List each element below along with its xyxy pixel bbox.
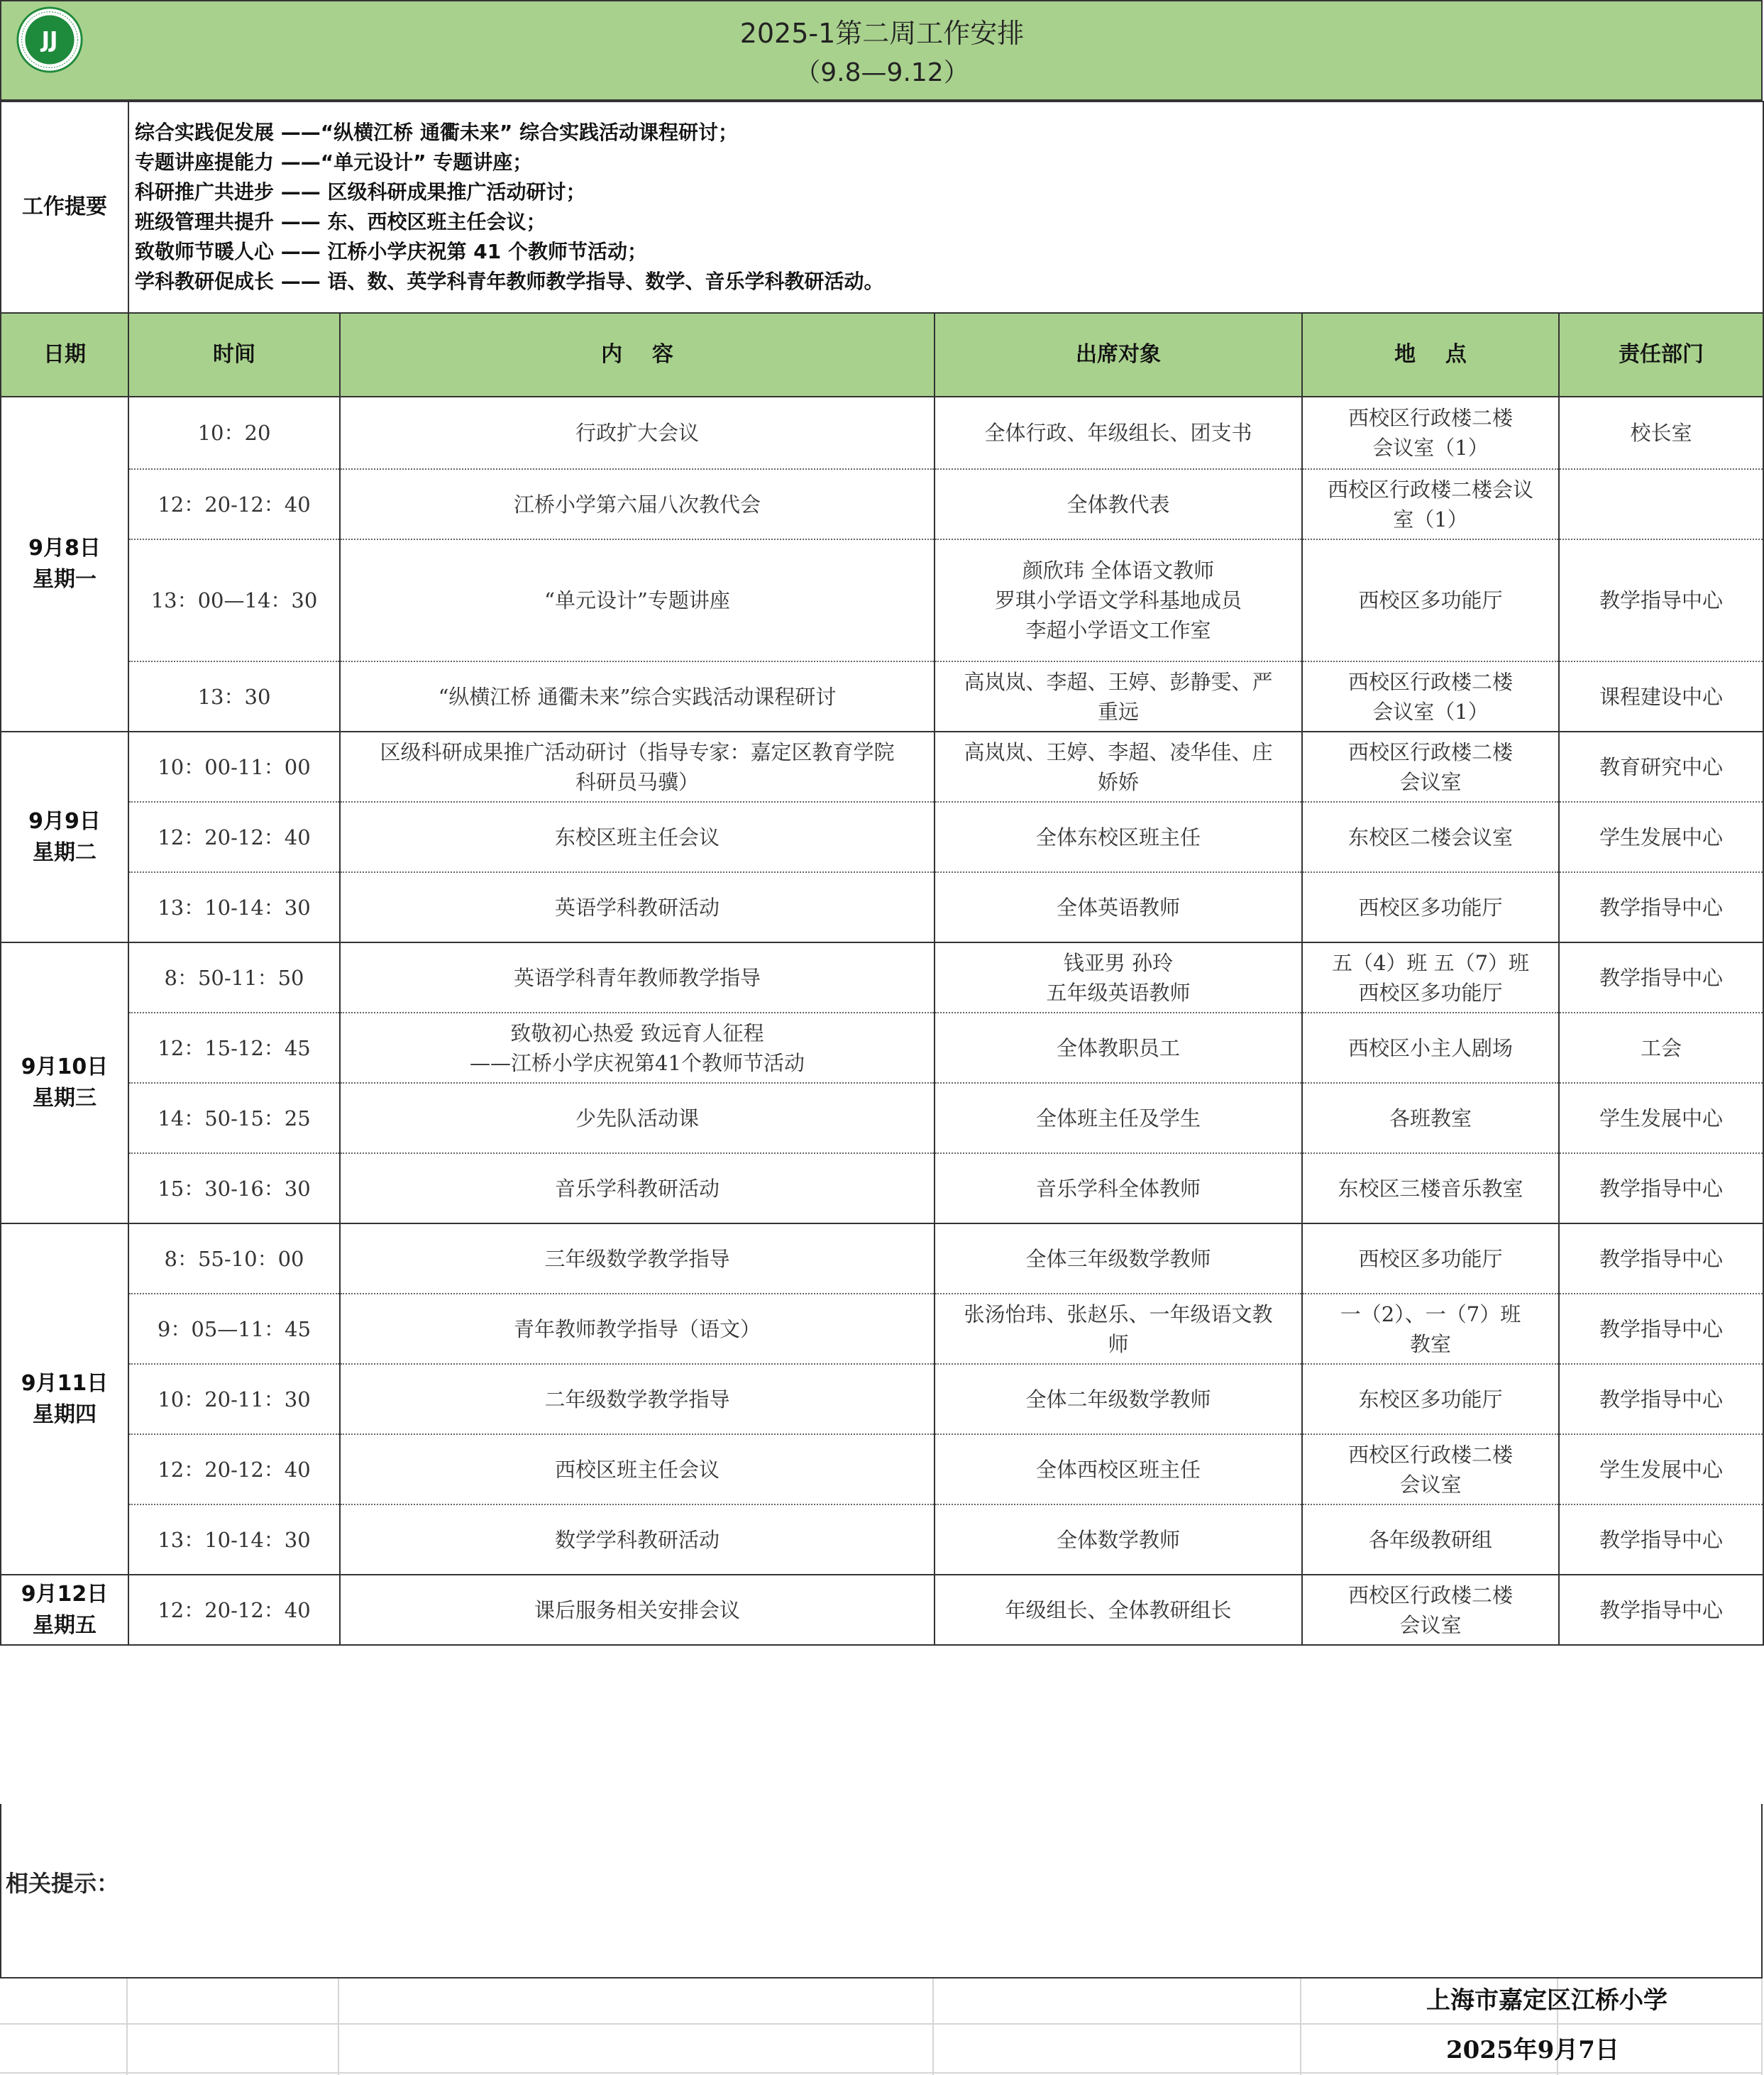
table-row (1, 469, 1763, 539)
dept-cell: 教学指导中心 (1559, 1294, 1763, 1364)
footer-school: 上海市嘉定区江桥小学 (1426, 1986, 1667, 2015)
weekday-label: 星期二 (33, 840, 97, 865)
location-cell: 西校区行政楼二楼 会议室 (1302, 1575, 1559, 1645)
date-label: 9月11日 (21, 1370, 109, 1396)
table-row (1, 1223, 1763, 1294)
attendees-cell: 年级组长、全体教研组长 (935, 1575, 1302, 1645)
time-cell: 10：20-11：30 (128, 1364, 340, 1434)
footer-gridline (1761, 1978, 1763, 2075)
weekday-label: 星期四 (33, 1402, 97, 1427)
summary-line: 专题讲座提能力 ——“单元设计” 专题讲座； (135, 150, 533, 174)
time-cell: 9：05—11：45 (128, 1294, 340, 1364)
dept-cell (1559, 469, 1763, 539)
footer-gridline (126, 1978, 128, 2075)
attendees-cell: 张汤怡玮、张赵乐、一年级语文教 师 (935, 1294, 1302, 1364)
time-cell: 12：15-12：45 (128, 1013, 340, 1083)
content-cell: 二年级数学教学指导 (340, 1364, 935, 1434)
attendees-cell: 音乐学科全体教师 (935, 1153, 1302, 1223)
footer-gridline (0, 2023, 1763, 2025)
location-cell: 西校区行政楼二楼 会议室 (1302, 1434, 1559, 1504)
dept-cell: 学生发展中心 (1559, 1434, 1763, 1504)
table-row (1, 1575, 1763, 1645)
content-cell: 课后服务相关安排会议 (340, 1575, 935, 1645)
content-cell: “单元设计”专题讲座 (340, 539, 935, 661)
column-header-dept: 责任部门 (1559, 313, 1763, 397)
attendees-cell: 钱亚男 孙玲 五年级英语教师 (935, 942, 1302, 1013)
table-row (1, 802, 1763, 872)
summary-lines (128, 101, 1763, 313)
dept-cell: 教学指导中心 (1559, 1153, 1763, 1223)
table-row (1, 1504, 1763, 1575)
location-cell: 一（2）、一（7）班 教室 (1302, 1294, 1559, 1364)
location-cell: 五（4）班 五（7）班 西校区多功能厅 (1302, 942, 1559, 1013)
attendees-cell: 高岚岚、李超、王婷、彭静雯、严 重远 (935, 661, 1302, 732)
summary-table (0, 101, 1764, 314)
date-cell (1, 397, 128, 732)
location-cell: 西校区小主人剧场 (1302, 1013, 1559, 1083)
table-row (1, 1434, 1763, 1504)
footer-gridline (1300, 1978, 1301, 2075)
table-row (1, 942, 1763, 1013)
content-cell: 西校区班主任会议 (340, 1434, 935, 1504)
content-cell: 东校区班主任会议 (340, 802, 935, 872)
table-row (1, 539, 1763, 661)
attendees-cell: 全体二年级数学教师 (935, 1364, 1302, 1434)
time-cell: 10：20 (128, 397, 340, 469)
location-cell: 西校区多功能厅 (1302, 539, 1559, 661)
attendees-cell: 全体教职员工 (935, 1013, 1302, 1083)
date-cell (1, 732, 128, 942)
notes-label: 相关提示： (6, 1870, 120, 1897)
date-cell (1, 942, 128, 1223)
summary-line: 科研推广共进步 —— 区级科研成果推广活动研讨； (135, 180, 586, 204)
table-row (1, 1013, 1763, 1083)
attendees-cell: 全体英语教师 (935, 872, 1302, 942)
time-cell: 15：30-16：30 (128, 1153, 340, 1223)
location-cell: 各班教室 (1302, 1083, 1559, 1153)
content-cell: 行政扩大会议 (340, 397, 935, 469)
weekday-label: 星期五 (33, 1612, 97, 1638)
column-header-time: 时间 (128, 313, 340, 397)
table-row (1, 1083, 1763, 1153)
dept-cell: 教学指导中心 (1559, 539, 1763, 661)
location-cell: 东校区多功能厅 (1302, 1364, 1559, 1434)
dept-cell: 课程建设中心 (1559, 661, 1763, 732)
content-cell: 音乐学科教研活动 (340, 1153, 935, 1223)
content-cell: 青年教师教学指导（语文） (340, 1294, 935, 1364)
date-label: 9月9日 (28, 808, 101, 834)
content-cell: 少先队活动课 (340, 1083, 935, 1153)
time-cell: 13：30 (128, 661, 340, 732)
dept-cell: 教学指导中心 (1559, 1504, 1763, 1575)
column-header-attendees: 出席对象 (935, 313, 1302, 397)
table-header-row (1, 313, 1763, 397)
location-cell: 西校区行政楼二楼 会议室（1） (1302, 661, 1559, 732)
time-cell: 13：10-14：30 (128, 872, 340, 942)
time-cell: 13：00—14：30 (128, 539, 340, 661)
notes-box (0, 1804, 1763, 1978)
table-row (1, 661, 1763, 732)
location-cell: 西校区行政楼二楼 会议室 (1302, 732, 1559, 802)
footer-gridline (0, 2072, 1763, 2074)
summary-line: 学科教研促成长 —— 语、数、英学科青年教师教学指导、数学、音乐学科教研活动。 (135, 270, 884, 293)
logo-letters: JJ (41, 27, 58, 53)
location-cell: 西校区多功能厅 (1302, 1223, 1559, 1294)
summary-line: 班级管理共提升 —— 东、西校区班主任会议； (135, 210, 546, 233)
summary-line: 致敬师节暖人心 —— 江桥小学庆祝第 41 个教师节活动； (135, 240, 647, 263)
content-cell: 致敬初心热爱 致远育人征程 ——江桥小学庆祝第41个教师节活动 (340, 1013, 935, 1083)
table-row (1, 1294, 1763, 1364)
time-cell: 8：55-10：00 (128, 1223, 340, 1294)
table-row (1, 397, 1763, 469)
content-cell: 三年级数学教学指导 (340, 1223, 935, 1294)
schedule-table (0, 312, 1764, 1646)
location-cell: 各年级教研组 (1302, 1504, 1559, 1575)
table-row (1, 1153, 1763, 1223)
table-row (1, 872, 1763, 942)
content-cell: 区级科研成果推广活动研讨（指导专家：嘉定区教育学院 科研员马骥） (340, 732, 935, 802)
footer-date: 2025年9月7日 (1446, 2036, 1619, 2064)
dept-cell: 学生发展中心 (1559, 1083, 1763, 1153)
dept-cell: 工会 (1559, 1013, 1763, 1083)
page-title: 2025-1第二周工作安排 (739, 18, 1025, 49)
date-cell (1, 1575, 128, 1645)
table-row (1, 1364, 1763, 1434)
dept-cell: 学生发展中心 (1559, 802, 1763, 872)
weekday-label: 星期三 (33, 1086, 97, 1111)
time-cell: 12：20-12：40 (128, 802, 340, 872)
date-label: 9月8日 (28, 536, 101, 561)
attendees-cell: 全体三年级数学教师 (935, 1223, 1302, 1294)
attendees-cell: 全体班主任及学生 (935, 1083, 1302, 1153)
column-header-content: 内 容 (340, 313, 935, 397)
weekday-label: 星期一 (33, 567, 97, 592)
time-cell: 13：10-14：30 (128, 1504, 340, 1575)
dept-cell: 教育研究中心 (1559, 732, 1763, 802)
attendees-cell: 全体数学教师 (935, 1504, 1302, 1575)
time-cell: 14：50-15：25 (128, 1083, 340, 1153)
dept-cell: 教学指导中心 (1559, 1223, 1763, 1294)
content-cell: 江桥小学第六届八次教代会 (340, 469, 935, 539)
date-cell (1, 1223, 128, 1575)
summary-line: 综合实践促发展 ——“纵横江桥 通衢未来” 综合实践活动课程研讨； (135, 121, 739, 144)
attendees-cell: 全体西校区班主任 (935, 1434, 1302, 1504)
location-cell: 东校区二楼会议室 (1302, 802, 1559, 872)
content-cell: 英语学科教研活动 (340, 872, 935, 942)
location-cell: 西校区行政楼二楼会议 室（1） (1302, 469, 1559, 539)
time-cell: 12：20-12：40 (128, 1434, 340, 1504)
attendees-cell: 全体行政、年级组长、团支书 (935, 397, 1302, 469)
footer-gridline (932, 1978, 934, 2075)
footer-gridline (338, 1978, 339, 2075)
time-cell: 10：00-11：00 (128, 732, 340, 802)
content-cell: 数学学科教研活动 (340, 1504, 935, 1575)
time-cell: 8：50-11：50 (128, 942, 340, 1013)
attendees-cell: 高岚岚、王婷、李超、凌华佳、庄 娇娇 (935, 732, 1302, 802)
dept-cell: 教学指导中心 (1559, 872, 1763, 942)
location-cell: 西校区多功能厅 (1302, 872, 1559, 942)
page-subtitle: （9.8—9.12） (795, 58, 969, 87)
column-header-date: 日期 (1, 313, 128, 397)
attendees-cell: 全体东校区班主任 (935, 802, 1302, 872)
dept-cell: 校长室 (1559, 397, 1763, 469)
column-header-location: 地 点 (1302, 313, 1559, 397)
date-label: 9月12日 (21, 1581, 109, 1607)
table-row (1, 732, 1763, 802)
content-cell: 英语学科青年教师教学指导 (340, 942, 935, 1013)
location-cell: 东校区三楼音乐教室 (1302, 1153, 1559, 1223)
dept-cell: 教学指导中心 (1559, 942, 1763, 1013)
date-label: 9月10日 (21, 1055, 109, 1079)
time-cell: 12：20-12：40 (128, 469, 340, 539)
time-cell: 12：20-12：40 (128, 1575, 340, 1645)
location-cell: 西校区行政楼二楼 会议室（1） (1302, 397, 1559, 469)
dept-cell: 教学指导中心 (1559, 1364, 1763, 1434)
dept-cell: 教学指导中心 (1559, 1575, 1763, 1645)
attendees-cell: 颜欣玮 全体语文教师 罗琪小学语文学科基地成员 李超小学语文工作室 (935, 539, 1302, 661)
content-cell: “纵横江桥 通衢未来”综合实践活动课程研讨 (340, 661, 935, 732)
attendees-cell: 全体教代表 (935, 469, 1302, 539)
summary-label: 工作提要 (1, 101, 128, 313)
